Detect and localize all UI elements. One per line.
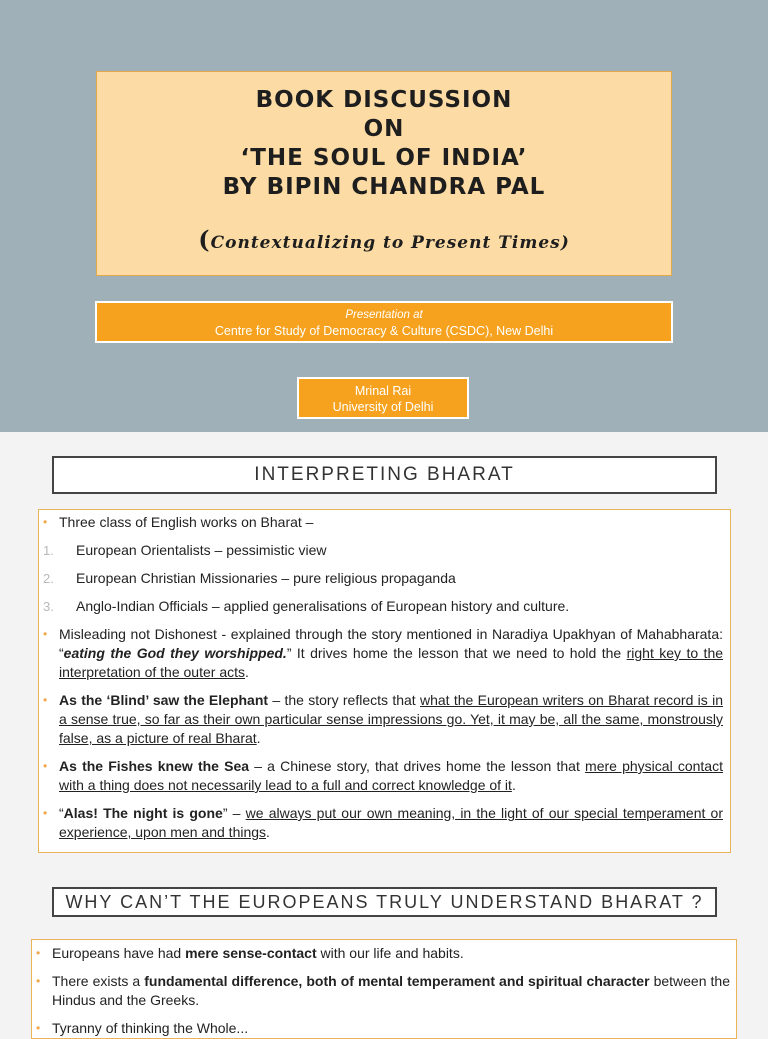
list-item: • There exists a fundamental difference, both of mental temperament and spiritual character between the Hindus and the Greeks. <box>36 973 730 1008</box>
item-number: 2. <box>43 571 54 586</box>
author-affiliation: University of Delhi <box>332 400 434 414</box>
list-item: • Misleading not Dishonest - explained through the story mentioned in Naradiya Upakhyan of Mahabharata: “eating the God they worshipped.” It drives home the lesson that we need to hold the right key to the interpretation of the outer acts. <box>43 626 724 680</box>
author-name: Mrinal Rai <box>354 384 412 398</box>
bullet-icon: • <box>43 806 48 820</box>
title-box <box>96 71 672 276</box>
content-box <box>38 509 731 853</box>
numbered-item: 2. European Christian Missionaries – pure religious propaganda <box>43 570 456 586</box>
item-number: 3. <box>43 599 54 614</box>
title-line-4: BY BIPIN CHANDRA PAL <box>222 174 546 200</box>
venue-box <box>95 301 673 343</box>
list-item: • As the Fishes knew the Sea – a Chinese story, that drives home the lesson that mere physical contact with a thing does not necessarily lead to a full and correct knowledge of it. <box>43 758 723 793</box>
numbered-item: 3. Anglo-Indian Officials – applied generalisations of European history and culture. <box>43 598 570 614</box>
slide-heading: INTERPRETING BHARAT <box>52 456 717 494</box>
venue-caption: Presentation at <box>345 309 423 321</box>
list-item: • Europeans have had mere sense-contact with our life and habits. <box>36 945 464 961</box>
bullet-icon: • <box>36 946 41 960</box>
content-box <box>31 939 737 1039</box>
title-slide <box>0 0 768 432</box>
slide-heading: WHY CAN’T THE EUROPEANS TRULY UNDERSTAND BHARAT ? <box>52 887 717 917</box>
item-number: 1. <box>43 543 54 558</box>
title-line-1: BOOK DISCUSSION <box>255 87 513 113</box>
author-box <box>297 377 469 419</box>
title-line-3: ‘THE SOUL OF INDIA’ <box>240 145 528 171</box>
bullet-icon: • <box>36 1021 41 1035</box>
list-item: • As the ‘Blind’ saw the Elephant – the story reflects that what the European writers on Bharat record is in a sense true, so far as their own particular sense impressions go. Yet, it may be, all the same, monstrously false, as a picture of real Bharat. <box>43 692 723 746</box>
bullet-icon: • <box>36 974 41 988</box>
europeans-understanding-slide <box>0 866 768 1036</box>
bullet-icon: • <box>43 515 48 529</box>
bullet-icon: • <box>43 693 48 707</box>
numbered-item: 1. European Orientalists – pessimistic view <box>43 542 327 558</box>
list-item: • “Alas! The night is gone” – we always put our own meaning, in the light of our special temperament or experience, upon men and things. <box>43 805 724 840</box>
bullet-icon: • <box>43 759 48 773</box>
subtitle-paren: ( <box>198 225 211 254</box>
interpreting-bharat-slide <box>0 432 768 866</box>
venue-name: Centre for Study of Democracy & Culture (CSDC), New Delhi <box>214 324 554 338</box>
list-item: • Tyranny of thinking the Whole... <box>36 1020 249 1036</box>
bullet-icon: • <box>43 627 48 641</box>
book-title <box>97 86 671 202</box>
subtitle-text: Contextualizing to Present Times) <box>210 233 570 253</box>
title-line-2: ON <box>363 116 405 142</box>
list-item: • Three class of English works on Bharat – <box>43 514 314 530</box>
subtitle <box>97 225 671 254</box>
